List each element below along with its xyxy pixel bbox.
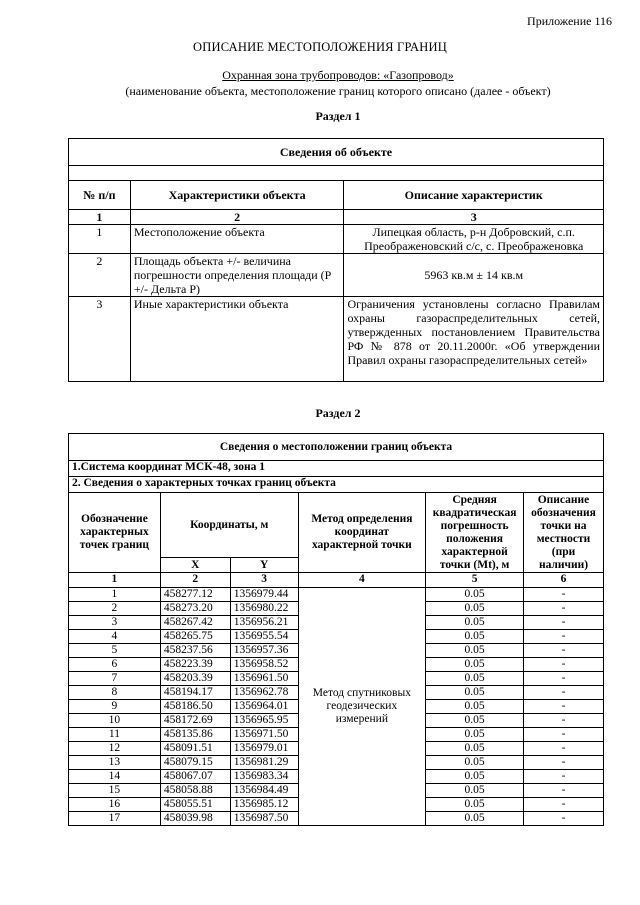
characteristic-value: Ограничения установлены согласно Правилам охраны газораспределительных сетей, утвержденных постановлением Правительства РФ № 878 от 20.11.2000г. «Об утверждении Правил охраны газораспределительных сетей» xyxy=(344,297,604,382)
point-y: 1356962.78 xyxy=(230,686,298,700)
table-title: Сведения о местоположении границ объекта xyxy=(69,434,604,461)
point-y: 1356985.12 xyxy=(230,798,298,812)
point-description: - xyxy=(524,714,604,728)
points-section-title: 2. Сведения о характерных точках границ объекта xyxy=(69,477,604,493)
point-y: 1356979.44 xyxy=(230,588,298,602)
point-x: 458058.88 xyxy=(160,784,230,798)
column-index: 2 xyxy=(160,573,230,588)
point-number: 10 xyxy=(69,714,161,728)
point-description: - xyxy=(524,784,604,798)
point-description: - xyxy=(524,728,604,742)
point-error: 0.05 xyxy=(426,728,524,742)
point-number: 13 xyxy=(69,756,161,770)
point-x: 458091.51 xyxy=(160,742,230,756)
point-number: 7 xyxy=(69,672,161,686)
appendix-label: Приложение 116 xyxy=(527,14,612,28)
point-description: - xyxy=(524,658,604,672)
point-description: - xyxy=(524,630,604,644)
column-index: 6 xyxy=(524,573,604,588)
point-x: 458186.50 xyxy=(160,700,230,714)
point-y: 1356961.50 xyxy=(230,672,298,686)
section-1-label: Раздел 1 xyxy=(315,109,361,123)
point-y: 1356981.29 xyxy=(230,756,298,770)
characteristic-name: Площадь объекта +/- величина погрешности определения площади (Р +/- Дельта Р) xyxy=(130,254,344,297)
column-header-coordinates: Координаты, м xyxy=(160,493,298,558)
point-number: 9 xyxy=(69,700,161,714)
point-x: 458277.12 xyxy=(160,588,230,602)
column-header-characteristic: Характеристики объекта xyxy=(130,181,344,210)
document-title: ОПИСАНИЕ МЕСТОПОЛОЖЕНИЯ ГРАНИЦ xyxy=(193,40,447,54)
column-header-point: Обозначение характерных точек границ xyxy=(69,493,161,573)
point-y: 1356971.50 xyxy=(230,728,298,742)
point-y: 1356965.95 xyxy=(230,714,298,728)
blank-row xyxy=(69,166,604,181)
point-number: 16 xyxy=(69,798,161,812)
column-index: 5 xyxy=(426,573,524,588)
point-y: 1356980.22 xyxy=(230,602,298,616)
characteristic-name: Иные характеристики объекта xyxy=(130,297,344,382)
column-index: 1 xyxy=(69,573,161,588)
point-error: 0.05 xyxy=(426,770,524,784)
point-description: - xyxy=(524,812,604,826)
point-x: 458223.39 xyxy=(160,658,230,672)
point-error: 0.05 xyxy=(426,588,524,602)
point-description: - xyxy=(524,700,604,714)
point-description: - xyxy=(524,770,604,784)
point-description: - xyxy=(524,602,604,616)
point-number: 1 xyxy=(69,588,161,602)
object-info-table xyxy=(68,138,604,382)
column-header-num: № п/п xyxy=(69,181,131,210)
method-cell: Метод спутниковых геодезических измерений xyxy=(298,588,426,826)
point-error: 0.05 xyxy=(426,812,524,826)
point-x: 458237.56 xyxy=(160,644,230,658)
point-description: - xyxy=(524,644,604,658)
point-number: 4 xyxy=(69,630,161,644)
column-index: 4 xyxy=(298,573,426,588)
point-number: 8 xyxy=(69,686,161,700)
point-description: - xyxy=(524,756,604,770)
point-y: 1356958.52 xyxy=(230,658,298,672)
column-index: 3 xyxy=(344,210,604,225)
point-y: 1356955.54 xyxy=(230,630,298,644)
point-error: 0.05 xyxy=(426,742,524,756)
point-x: 458203.39 xyxy=(160,672,230,686)
point-number: 2 xyxy=(69,602,161,616)
point-y: 1356957.36 xyxy=(230,644,298,658)
point-number: 14 xyxy=(69,770,161,784)
column-header-error: Средняя квадратическая погрешность положения характерной точки (Mt), м xyxy=(426,493,524,573)
point-description: - xyxy=(524,686,604,700)
point-x: 458265.75 xyxy=(160,630,230,644)
point-description: - xyxy=(524,588,604,602)
point-number: 3 xyxy=(69,616,161,630)
point-number: 5 xyxy=(69,644,161,658)
table-row xyxy=(69,225,604,254)
point-x: 458273.20 xyxy=(160,602,230,616)
point-error: 0.05 xyxy=(426,700,524,714)
point-error: 0.05 xyxy=(426,686,524,700)
point-error: 0.05 xyxy=(426,616,524,630)
object-name: Охранная зона трубопроводов: «Газопровод» xyxy=(222,68,454,82)
coordinate-system: 1.Система координат МСК-48, зона 1 xyxy=(69,461,604,477)
point-description: - xyxy=(524,798,604,812)
point-x: 458194.17 xyxy=(160,686,230,700)
column-header-y: Y xyxy=(230,558,298,573)
column-index: 1 xyxy=(69,210,131,225)
point-y: 1356979.01 xyxy=(230,742,298,756)
point-x: 458067.07 xyxy=(160,770,230,784)
point-description: - xyxy=(524,616,604,630)
point-error: 0.05 xyxy=(426,630,524,644)
point-error: 0.05 xyxy=(426,672,524,686)
object-name-note: (наименование объекта, местоположение границ которого описано (далее - объект) xyxy=(125,84,551,98)
point-x: 458135.86 xyxy=(160,728,230,742)
point-error: 0.05 xyxy=(426,658,524,672)
characteristic-name: Местоположение объекта xyxy=(130,225,344,254)
point-description: - xyxy=(524,742,604,756)
table-row xyxy=(69,297,604,382)
point-number: 11 xyxy=(69,728,161,742)
point-y: 1356964.01 xyxy=(230,700,298,714)
point-error: 0.05 xyxy=(426,644,524,658)
point-y: 1356984.49 xyxy=(230,784,298,798)
point-error: 0.05 xyxy=(426,602,524,616)
point-error: 0.05 xyxy=(426,798,524,812)
point-x: 458079.15 xyxy=(160,756,230,770)
section-2-label: Раздел 2 xyxy=(315,406,361,420)
table-row xyxy=(69,588,604,602)
column-index: 2 xyxy=(130,210,344,225)
row-number: 3 xyxy=(69,297,131,382)
point-number: 15 xyxy=(69,784,161,798)
row-number: 2 xyxy=(69,254,131,297)
characteristic-value: 5963 кв.м ± 14 кв.м xyxy=(344,254,604,297)
column-header-description: Описание характеристик xyxy=(344,181,604,210)
table-title: Сведения об объекте xyxy=(69,139,604,166)
point-error: 0.05 xyxy=(426,784,524,798)
point-description: - xyxy=(524,672,604,686)
point-x: 458172.69 xyxy=(160,714,230,728)
point-error: 0.05 xyxy=(426,756,524,770)
column-index: 3 xyxy=(230,573,298,588)
point-x: 458055.51 xyxy=(160,798,230,812)
table-row xyxy=(69,254,604,297)
point-x: 458039.98 xyxy=(160,812,230,826)
point-error: 0.05 xyxy=(426,714,524,728)
column-header-point-description: Описание обозначения точки на местности (при наличии) xyxy=(524,493,604,573)
point-number: 12 xyxy=(69,742,161,756)
point-y: 1356987.50 xyxy=(230,812,298,826)
point-y: 1356956.21 xyxy=(230,616,298,630)
point-number: 6 xyxy=(69,658,161,672)
column-header-x: X xyxy=(160,558,230,573)
boundary-points-table xyxy=(68,433,604,826)
row-number: 1 xyxy=(69,225,131,254)
column-header-method: Метод определения координат характерной точки xyxy=(298,493,426,573)
point-x: 458267.42 xyxy=(160,616,230,630)
characteristic-value: Липецкая область, р-н Добровский, с.п. Преображеновский с/с, с. Преображеновка xyxy=(344,225,604,254)
point-number: 17 xyxy=(69,812,161,826)
point-y: 1356983.34 xyxy=(230,770,298,784)
